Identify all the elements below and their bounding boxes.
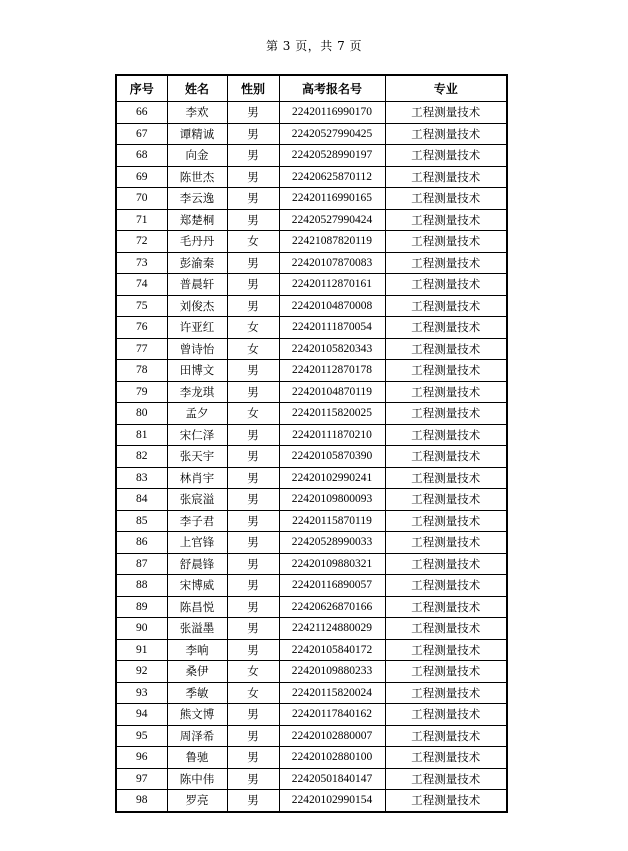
registration-number-cell: 22420112870161 (279, 274, 385, 296)
major-cell: 工程测量技术 (385, 145, 507, 167)
registration-number-cell: 22420115820024 (279, 682, 385, 704)
table-row (116, 489, 507, 511)
name-cell: 普晨轩 (167, 274, 227, 296)
gender-cell: 男 (227, 360, 279, 382)
gender-cell: 男 (227, 102, 279, 124)
name-cell: 刘俊杰 (167, 295, 227, 317)
serial-number-cell: 75 (116, 295, 167, 317)
name-cell: 舒晨锋 (167, 553, 227, 575)
registration-number-cell: 22420528990197 (279, 145, 385, 167)
major-cell: 工程测量技术 (385, 209, 507, 231)
gender-cell: 女 (227, 317, 279, 339)
gender-cell: 女 (227, 682, 279, 704)
serial-number-cell: 76 (116, 317, 167, 339)
major-cell: 工程测量技术 (385, 532, 507, 554)
name-cell: 李欢 (167, 102, 227, 124)
name-cell: 罗亮 (167, 790, 227, 812)
serial-number-cell: 79 (116, 381, 167, 403)
serial-number-cell: 81 (116, 424, 167, 446)
gender-cell: 男 (227, 274, 279, 296)
header-row (116, 75, 507, 102)
serial-number-cell: 89 (116, 596, 167, 618)
gender-cell: 男 (227, 446, 279, 468)
name-cell: 陈中伟 (167, 768, 227, 790)
serial-number-cell: 92 (116, 661, 167, 683)
table-row (116, 381, 507, 403)
serial-number-cell: 78 (116, 360, 167, 382)
major-cell: 工程测量技术 (385, 639, 507, 661)
serial-number-cell: 84 (116, 489, 167, 511)
serial-number-cell: 85 (116, 510, 167, 532)
major-cell: 工程测量技术 (385, 295, 507, 317)
gender-cell: 男 (227, 166, 279, 188)
gender-cell: 女 (227, 338, 279, 360)
table-row (116, 768, 507, 790)
name-cell: 彭渝秦 (167, 252, 227, 274)
table-row (116, 317, 507, 339)
registration-number-cell: 22420116990165 (279, 188, 385, 210)
gender-cell: 女 (227, 231, 279, 253)
registration-number-cell: 22420104870008 (279, 295, 385, 317)
gender-cell: 男 (227, 790, 279, 812)
gender-cell: 男 (227, 295, 279, 317)
table-row (116, 639, 507, 661)
serial-number-cell: 72 (116, 231, 167, 253)
table-row (116, 446, 507, 468)
registration-number-cell: 22420111870054 (279, 317, 385, 339)
gender-cell: 男 (227, 467, 279, 489)
name-cell: 孟夕 (167, 403, 227, 425)
table-row (116, 166, 507, 188)
table-row (116, 575, 507, 597)
registration-number-cell: 22420105870390 (279, 446, 385, 468)
serial-number-cell: 95 (116, 725, 167, 747)
gender-cell: 男 (227, 768, 279, 790)
gender-cell: 男 (227, 553, 279, 575)
table-row (116, 274, 507, 296)
gender-cell: 男 (227, 145, 279, 167)
gender-cell: 男 (227, 704, 279, 726)
major-cell: 工程测量技术 (385, 102, 507, 124)
major-cell: 工程测量技术 (385, 618, 507, 640)
name-cell: 张天宇 (167, 446, 227, 468)
table-row (116, 682, 507, 704)
name-cell: 季敏 (167, 682, 227, 704)
registration-number-cell: 22420626870166 (279, 596, 385, 618)
student-roster-table (115, 74, 508, 813)
name-cell: 林肖宇 (167, 467, 227, 489)
registration-number-cell: 22420528990033 (279, 532, 385, 554)
table-row (116, 747, 507, 769)
major-cell: 工程测量技术 (385, 553, 507, 575)
serial-number-cell: 98 (116, 790, 167, 812)
gender-cell: 男 (227, 510, 279, 532)
table-row (116, 532, 507, 554)
registration-number-cell: 22420112870178 (279, 360, 385, 382)
header-name: 姓名 (167, 75, 227, 102)
major-cell: 工程测量技术 (385, 768, 507, 790)
name-cell: 李子君 (167, 510, 227, 532)
table-row (116, 102, 507, 124)
serial-number-cell: 83 (116, 467, 167, 489)
table-row (116, 725, 507, 747)
serial-number-cell: 74 (116, 274, 167, 296)
registration-number-cell: 22420115820025 (279, 403, 385, 425)
serial-number-cell: 97 (116, 768, 167, 790)
page-number-header: 第 3 页，共 7 页 (265, 39, 363, 53)
serial-number-cell: 73 (116, 252, 167, 274)
gender-cell: 男 (227, 489, 279, 511)
gender-cell: 男 (227, 596, 279, 618)
major-cell: 工程测量技术 (385, 446, 507, 468)
table-row (116, 145, 507, 167)
table-row (116, 553, 507, 575)
major-cell: 工程测量技术 (385, 403, 507, 425)
serial-number-cell: 86 (116, 532, 167, 554)
serial-number-cell: 87 (116, 553, 167, 575)
gender-cell: 男 (227, 575, 279, 597)
name-cell: 鲁驰 (167, 747, 227, 769)
major-cell: 工程测量技术 (385, 252, 507, 274)
registration-number-cell: 22420102990241 (279, 467, 385, 489)
gender-cell: 男 (227, 532, 279, 554)
major-cell: 工程测量技术 (385, 489, 507, 511)
serial-number-cell: 96 (116, 747, 167, 769)
name-cell: 周泽希 (167, 725, 227, 747)
name-cell: 陈昌悦 (167, 596, 227, 618)
gender-cell: 男 (227, 618, 279, 640)
gender-cell: 男 (227, 424, 279, 446)
gender-cell: 男 (227, 747, 279, 769)
table-row (116, 618, 507, 640)
table-row (116, 338, 507, 360)
table-row (116, 252, 507, 274)
name-cell: 郑楚桐 (167, 209, 227, 231)
registration-number-cell: 22421087820119 (279, 231, 385, 253)
header-exam-registration-number: 高考报名号 (279, 75, 385, 102)
name-cell: 谭精诚 (167, 123, 227, 145)
name-cell: 宋仁泽 (167, 424, 227, 446)
registration-number-cell: 22420104870119 (279, 381, 385, 403)
serial-number-cell: 70 (116, 188, 167, 210)
gender-cell: 男 (227, 725, 279, 747)
gender-cell: 男 (227, 639, 279, 661)
name-cell: 张宸溢 (167, 489, 227, 511)
serial-number-cell: 77 (116, 338, 167, 360)
table-row (116, 467, 507, 489)
gender-cell: 男 (227, 209, 279, 231)
major-cell: 工程测量技术 (385, 274, 507, 296)
registration-number-cell: 22420115870119 (279, 510, 385, 532)
serial-number-cell: 66 (116, 102, 167, 124)
registration-number-cell: 22420102990154 (279, 790, 385, 812)
registration-number-cell: 22420625870112 (279, 166, 385, 188)
major-cell: 工程测量技术 (385, 231, 507, 253)
serial-number-cell: 88 (116, 575, 167, 597)
registration-number-cell: 22420109800093 (279, 489, 385, 511)
major-cell: 工程测量技术 (385, 704, 507, 726)
gender-cell: 女 (227, 661, 279, 683)
serial-number-cell: 71 (116, 209, 167, 231)
registration-number-cell: 22421124880029 (279, 618, 385, 640)
serial-number-cell: 67 (116, 123, 167, 145)
table-row (116, 231, 507, 253)
table-row (116, 424, 507, 446)
registration-number-cell: 22420105820343 (279, 338, 385, 360)
name-cell: 熊文博 (167, 704, 227, 726)
gender-cell: 男 (227, 188, 279, 210)
major-cell: 工程测量技术 (385, 467, 507, 489)
name-cell: 田博文 (167, 360, 227, 382)
name-cell: 张溢墨 (167, 618, 227, 640)
registration-number-cell: 22420107870083 (279, 252, 385, 274)
serial-number-cell: 90 (116, 618, 167, 640)
serial-number-cell: 82 (116, 446, 167, 468)
gender-cell: 男 (227, 252, 279, 274)
serial-number-cell: 93 (116, 682, 167, 704)
major-cell: 工程测量技术 (385, 188, 507, 210)
table-row (116, 661, 507, 683)
major-cell: 工程测量技术 (385, 725, 507, 747)
header-gender: 性别 (227, 75, 279, 102)
major-cell: 工程测量技术 (385, 317, 507, 339)
name-cell: 上官锋 (167, 532, 227, 554)
name-cell: 曾诗怡 (167, 338, 227, 360)
registration-number-cell: 22420117840162 (279, 704, 385, 726)
name-cell: 许亚红 (167, 317, 227, 339)
registration-number-cell: 22420527990424 (279, 209, 385, 231)
name-cell: 陈世杰 (167, 166, 227, 188)
major-cell: 工程测量技术 (385, 661, 507, 683)
table-row (116, 510, 507, 532)
major-cell: 工程测量技术 (385, 166, 507, 188)
registration-number-cell: 22420109880233 (279, 661, 385, 683)
table-row (116, 704, 507, 726)
name-cell: 李龙琪 (167, 381, 227, 403)
major-cell: 工程测量技术 (385, 424, 507, 446)
registration-number-cell: 22420527990425 (279, 123, 385, 145)
registration-number-cell: 22420116890057 (279, 575, 385, 597)
major-cell: 工程测量技术 (385, 596, 507, 618)
table-row (116, 790, 507, 812)
table-row (116, 295, 507, 317)
major-cell: 工程测量技术 (385, 790, 507, 812)
gender-cell: 男 (227, 123, 279, 145)
table-header (116, 75, 507, 102)
serial-number-cell: 91 (116, 639, 167, 661)
table-row (116, 360, 507, 382)
major-cell: 工程测量技术 (385, 123, 507, 145)
registration-number-cell: 22420102880100 (279, 747, 385, 769)
major-cell: 工程测量技术 (385, 338, 507, 360)
header-major: 专业 (385, 75, 507, 102)
major-cell: 工程测量技术 (385, 575, 507, 597)
registration-number-cell: 22420116990170 (279, 102, 385, 124)
name-cell: 毛丹丹 (167, 231, 227, 253)
serial-number-cell: 94 (116, 704, 167, 726)
major-cell: 工程测量技术 (385, 682, 507, 704)
name-cell: 向金 (167, 145, 227, 167)
table-row (116, 123, 507, 145)
registration-number-cell: 22420102880007 (279, 725, 385, 747)
name-cell: 李云逸 (167, 188, 227, 210)
table-row (116, 596, 507, 618)
name-cell: 李响 (167, 639, 227, 661)
table-row (116, 188, 507, 210)
header-serial-number: 序号 (116, 75, 167, 102)
table-body (116, 102, 507, 812)
name-cell: 桑伊 (167, 661, 227, 683)
table-row (116, 209, 507, 231)
major-cell: 工程测量技术 (385, 381, 507, 403)
registration-number-cell: 22420105840172 (279, 639, 385, 661)
registration-number-cell: 22420111870210 (279, 424, 385, 446)
registration-number-cell: 22420501840147 (279, 768, 385, 790)
serial-number-cell: 68 (116, 145, 167, 167)
table-row (116, 403, 507, 425)
gender-cell: 女 (227, 403, 279, 425)
registration-number-cell: 22420109880321 (279, 553, 385, 575)
major-cell: 工程测量技术 (385, 360, 507, 382)
gender-cell: 男 (227, 381, 279, 403)
name-cell: 宋博威 (167, 575, 227, 597)
serial-number-cell: 69 (116, 166, 167, 188)
major-cell: 工程测量技术 (385, 747, 507, 769)
major-cell: 工程测量技术 (385, 510, 507, 532)
serial-number-cell: 80 (116, 403, 167, 425)
